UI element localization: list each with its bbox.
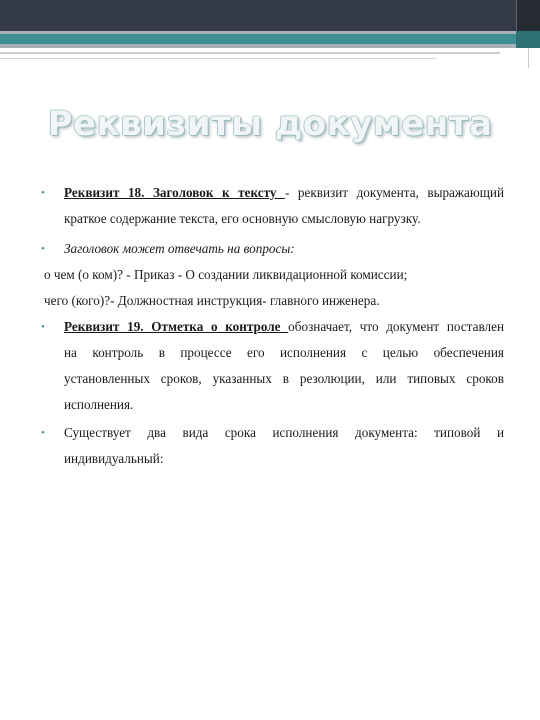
paragraph-text: обозначает, что документ поставлен (288, 319, 505, 334)
paragraph-requisite-18 (41, 180, 504, 232)
header-accent-tab (516, 31, 540, 48)
paragraph-text: - реквизит документа, выражающий (284, 185, 504, 200)
paragraph-question-1 (44, 262, 504, 288)
bullet-icon: • (41, 243, 45, 255)
bullet-icon: • (41, 427, 45, 439)
header-accent-stripe (0, 34, 516, 44)
requisite-heading: Реквизит 19. Отметка о контроле (64, 319, 289, 334)
paragraph-text: краткое содержание текста, его основную смысловую нагрузку. (64, 211, 421, 226)
page-title: Реквизиты документа (47, 104, 493, 144)
paragraph-text: Заголовок может отвечать на вопросы: (64, 241, 295, 256)
header-rule-secondary (0, 58, 436, 59)
bullet-icon: • (41, 321, 45, 333)
paragraph-text: чего (кого)?- Должностная инструкция- главного инженера. (44, 293, 380, 308)
paragraph-text: индивидуальный: (64, 451, 164, 466)
header-right-rule (528, 48, 529, 68)
header-dark-bar (0, 0, 540, 31)
document-body (41, 180, 505, 472)
paragraph-line (64, 180, 504, 206)
requisite-heading: Реквизит 18. Заголовок к тексту (64, 185, 285, 200)
header-rule (0, 52, 500, 54)
paragraph-question-2 (44, 288, 504, 314)
paragraph-line (64, 314, 504, 340)
header-dark-tab (516, 0, 540, 31)
paragraph-deadline-types (41, 420, 504, 472)
paragraph-text: исполнения. (64, 397, 134, 412)
paragraph-text: на контроль в процессе его исполнения с целью обеспечения (64, 345, 504, 360)
paragraph-requisite-19 (41, 314, 505, 418)
paragraph-text: о чем (о ком)? - Приказ - О создании ликвидационной комиссии; (44, 267, 408, 282)
paragraph-text: Существует два вида срока исполнения документа: типовой и (64, 425, 504, 440)
bullet-icon: • (41, 187, 45, 199)
paragraph-questions-intro (41, 236, 504, 262)
paragraph-text: установленных сроков, указанных в резолюции, или типовых сроков (64, 371, 504, 386)
